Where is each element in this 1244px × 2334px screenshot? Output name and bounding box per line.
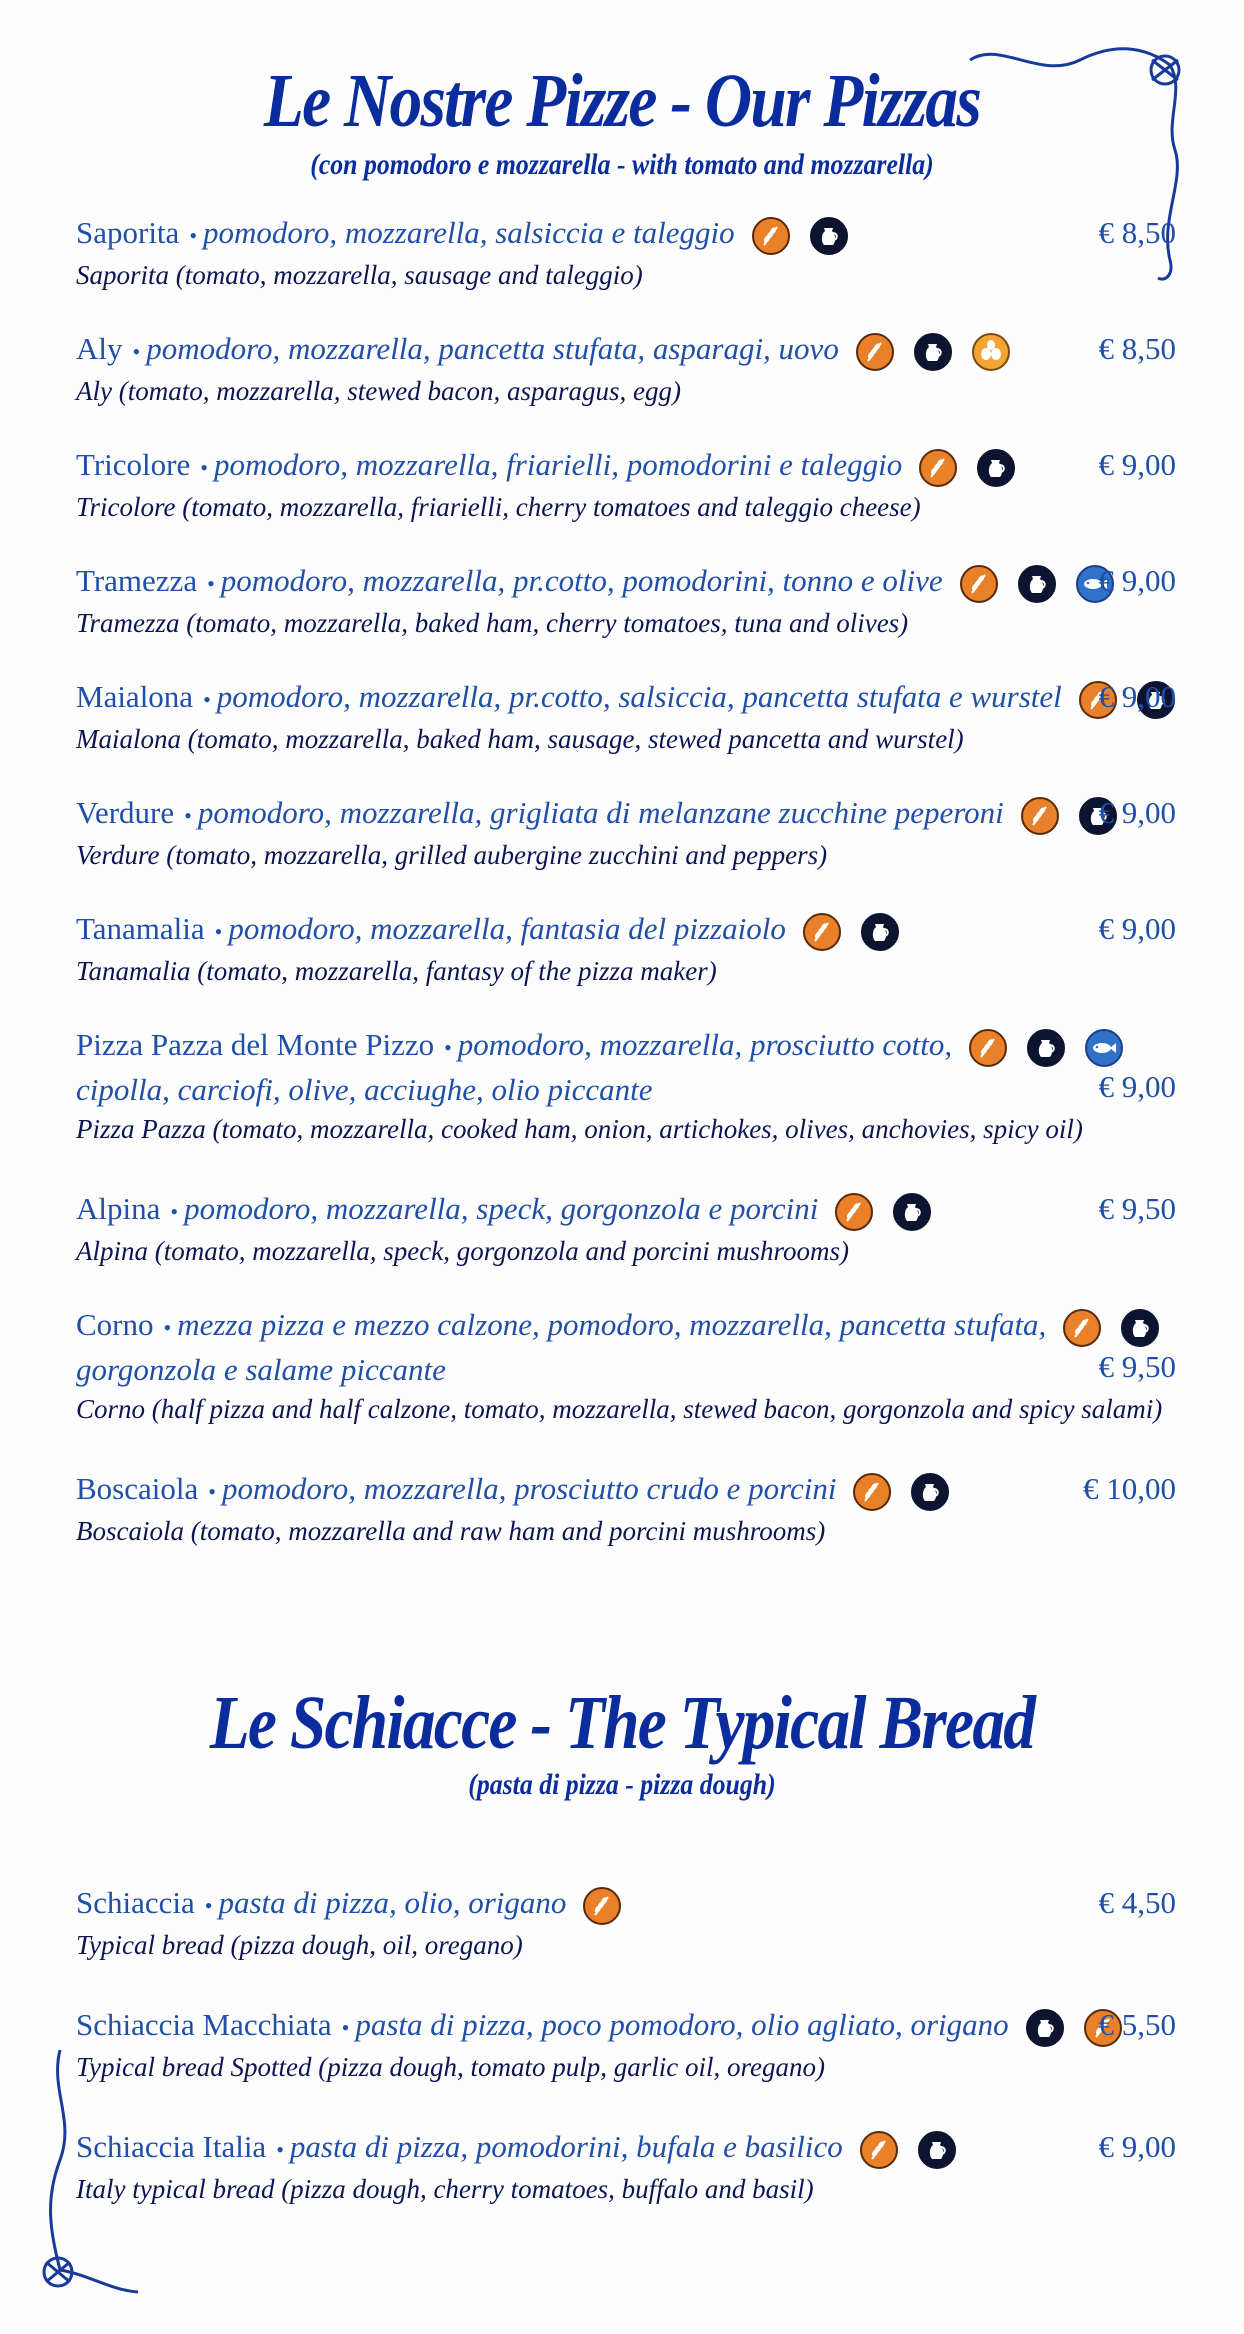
item-italian-line-2 xyxy=(76,1349,1176,1391)
item-italian-description: pomodoro, mozzarella, speck, gorgonzola e porcini xyxy=(184,1191,819,1226)
wheat-icon xyxy=(802,912,842,952)
item-italian-description: pomodoro, mozzarella, grigliata di melanzane zucchine peperoni xyxy=(197,795,1004,830)
item-italian-line xyxy=(76,2004,1176,2049)
bullet-separator: • xyxy=(204,1892,213,1918)
wheat-icon xyxy=(968,1028,1008,1068)
item-italian-description: pomodoro, mozzarella, salsiccia e taleggio xyxy=(203,215,735,250)
item-price: € 9,00 xyxy=(1098,795,1176,830)
item-italian-line xyxy=(76,560,1176,605)
item-italian-line xyxy=(76,2126,1176,2171)
item-italian-description: pomodoro, mozzarella, fantasia del pizzaiolo xyxy=(228,911,786,946)
milk-jug-icon xyxy=(1120,1308,1160,1348)
item-english-description: Typical bread Spotted (pizza dough, tomato pulp, garlic oil, oregano) xyxy=(76,2051,825,2082)
item-price: € 9,50 xyxy=(1098,1349,1176,1384)
item-english-description: Typical bread (pizza dough, oil, oregano) xyxy=(76,1929,523,1960)
pizzas-subtitle: (con pomodoro e mozzarella - with tomato and mozzarella) xyxy=(310,148,934,181)
wheat-icon xyxy=(1062,1308,1102,1348)
allergen-icons xyxy=(852,1472,950,1512)
menu-item xyxy=(76,1188,1176,1269)
milk-jug-icon xyxy=(809,216,849,256)
wheat-icon xyxy=(1020,796,1060,836)
item-english-description: Corno (half pizza and half calzone, tomato, mozzarella, stewed bacon, gorgonzola and spicy salami) xyxy=(76,1393,1163,1424)
item-name: Verdure xyxy=(76,795,175,830)
item-name: Maialona xyxy=(76,679,194,714)
menu-item xyxy=(76,1882,1176,1963)
milk-jug-icon xyxy=(913,332,953,372)
item-english-description: Boscaiola (tomato, mozzarella and raw ham and porcini mushrooms) xyxy=(76,1515,826,1546)
item-italian-line xyxy=(76,908,1176,953)
item-italian-description: pasta di pizza, pomodorini, bufala e basilico xyxy=(289,2129,843,2164)
menu-item xyxy=(76,328,1176,409)
milk-jug-icon xyxy=(1017,564,1057,604)
item-italian-description: pasta di pizza, poco pomodoro, olio agliato, origano xyxy=(355,2007,1009,2042)
item-italian-description: mezza pizza e mezzo calzone, pomodoro, mozzarella, pancetta stufata, xyxy=(177,1307,1047,1342)
item-price: € 9,00 xyxy=(1098,2129,1176,2164)
item-price: € 9,00 xyxy=(1098,563,1176,598)
item-italian-line xyxy=(76,1882,1176,1927)
breads-subtitle: (pasta di pizza - pizza dough) xyxy=(468,1768,776,1801)
item-price: € 9,50 xyxy=(1098,1191,1176,1226)
egg-icon xyxy=(971,332,1011,372)
item-name: Tanamalia xyxy=(76,911,205,946)
item-italian-description-cont: cipolla, carciofi, olive, acciughe, olio piccante xyxy=(76,1071,653,1107)
item-name: Corno xyxy=(76,1307,154,1342)
milk-jug-icon xyxy=(892,1192,932,1232)
item-italian-line xyxy=(76,1024,1176,1069)
item-name: Alpina xyxy=(76,1191,161,1226)
item-italian-line xyxy=(76,444,1176,489)
item-italian-line xyxy=(76,212,1176,257)
item-english-description: Tramezza (tomato, mozzarella, baked ham, cherry tomatoes, tuna and olives) xyxy=(76,607,909,638)
allergen-icons xyxy=(751,216,849,256)
milk-jug-icon xyxy=(976,448,1016,488)
bullet-separator: • xyxy=(276,2136,284,2162)
wheat-icon xyxy=(751,216,791,256)
bullet-separator: • xyxy=(184,802,192,828)
item-italian-description: pomodoro, mozzarella, pancetta stufata, asparagi, uovo xyxy=(146,331,839,366)
item-name: Boscaiola xyxy=(76,1471,199,1506)
bullet-separator: • xyxy=(132,338,141,364)
item-italian-description: pasta di pizza, olio, origano xyxy=(218,1885,567,1920)
wheat-icon xyxy=(582,1886,622,1926)
item-english-description: Verdure (tomato, mozzarella, grilled aubergine zucchini and peppers) xyxy=(76,839,828,870)
item-name: Schiaccia Italia xyxy=(76,2129,267,2164)
allergen-icons xyxy=(918,448,1016,488)
wheat-icon xyxy=(918,448,958,488)
menu-item xyxy=(76,444,1176,525)
item-italian-line xyxy=(76,328,1176,373)
item-price: € 8,50 xyxy=(1098,331,1176,366)
item-italian-description: pomodoro, mozzarella, prosciutto cotto, xyxy=(457,1027,953,1062)
item-english-description: Pizza Pazza (tomato, mozzarella, cooked ham, onion, artichokes, olives, anchovies, spicy oil) xyxy=(76,1113,1083,1144)
item-price: € 10,00 xyxy=(1083,1471,1176,1506)
wheat-icon xyxy=(834,1192,874,1232)
milk-jug-icon xyxy=(917,2130,957,2170)
allergen-icons xyxy=(1062,1308,1160,1348)
menu-item xyxy=(76,792,1176,873)
item-english-description: Maialona (tomato, mozzarella, baked ham, sausage, stewed pancetta and wurstel) xyxy=(76,723,964,754)
item-name: Tramezza xyxy=(76,563,198,598)
milk-jug-icon xyxy=(910,1472,950,1512)
menu-item xyxy=(76,2126,1176,2207)
item-price: € 8,50 xyxy=(1098,215,1176,250)
bullet-separator: • xyxy=(341,2014,350,2040)
item-italian-description: pomodoro, mozzarella, pr.cotto, salsiccia, pancetta stufata e wurstel xyxy=(216,679,1062,714)
item-english-description: Alpina (tomato, mozzarella, speck, gorgonzola and porcini mushrooms) xyxy=(76,1235,849,1266)
item-english-description: Tricolore (tomato, mozzarella, friarielli, cherry tomatoes and taleggio cheese) xyxy=(76,491,921,522)
allergen-icons xyxy=(959,564,1115,604)
allergen-icons xyxy=(582,1886,622,1926)
allergen-icons xyxy=(859,2130,957,2170)
menu-item xyxy=(76,560,1176,641)
item-name: Saporita xyxy=(76,215,180,250)
item-english-description: Tanamalia (tomato, mozzarella, fantasy of the pizza maker) xyxy=(76,955,717,986)
item-italian-line xyxy=(76,1304,1176,1349)
item-price: € 4,50 xyxy=(1098,1885,1176,1920)
item-english-description: Saporita (tomato, mozzarella, sausage and taleggio) xyxy=(76,259,643,290)
item-price: € 9,00 xyxy=(1098,911,1176,946)
menu-item xyxy=(76,908,1176,989)
fish-icon xyxy=(1084,1028,1124,1068)
item-italian-line-2 xyxy=(76,1069,1176,1111)
allergen-icons xyxy=(834,1192,932,1232)
bullet-separator: • xyxy=(208,1478,216,1504)
bullet-separator: • xyxy=(203,686,211,712)
item-italian-line xyxy=(76,676,1176,721)
item-name: Schiaccia xyxy=(76,1885,195,1920)
menu-item xyxy=(76,2004,1176,2085)
menu-item xyxy=(76,1304,1176,1427)
wheat-icon xyxy=(859,2130,899,2170)
bullet-separator: • xyxy=(163,1314,172,1340)
milk-jug-icon xyxy=(1026,1028,1066,1068)
item-price: € 9,00 xyxy=(1098,679,1176,714)
wheat-icon xyxy=(852,1472,892,1512)
menu-item xyxy=(76,676,1176,757)
item-italian-description: pomodoro, mozzarella, pr.cotto, pomodorini, tonno e olive xyxy=(220,563,943,598)
breads-title: Le Schiacce - The Typical Bread xyxy=(209,1681,1035,1765)
item-italian-line xyxy=(76,1468,1176,1513)
item-name: Tricolore xyxy=(76,447,191,482)
milk-jug-icon xyxy=(1025,2008,1065,2048)
item-italian-description: pomodoro, mozzarella, friarielli, pomodorini e taleggio xyxy=(213,447,903,482)
wheat-icon xyxy=(959,564,999,604)
item-name: Aly xyxy=(76,331,123,366)
wheat-icon xyxy=(855,332,895,372)
item-italian-line xyxy=(76,1188,1176,1233)
bullet-separator: • xyxy=(207,570,215,596)
item-price: € 9,00 xyxy=(1098,1069,1176,1104)
item-name: Schiaccia Macchiata xyxy=(76,2007,332,2042)
bullet-separator: • xyxy=(189,222,198,248)
allergen-icons xyxy=(802,912,900,952)
bullet-separator: • xyxy=(170,1198,179,1224)
menu-item xyxy=(76,1468,1176,1549)
pizzas-title: Le Nostre Pizze - Our Pizzas xyxy=(263,59,981,143)
allergen-icons xyxy=(855,332,1011,372)
bullet-separator: • xyxy=(200,454,208,480)
item-italian-description-cont: gorgonzola e salame piccante xyxy=(76,1351,446,1387)
milk-jug-icon xyxy=(860,912,900,952)
item-price: € 9,00 xyxy=(1098,447,1176,482)
item-english-description: Aly (tomato, mozzarella, stewed bacon, asparagus, egg) xyxy=(76,375,681,406)
item-italian-line xyxy=(76,792,1176,837)
bullet-separator: • xyxy=(444,1034,452,1060)
menu-item xyxy=(76,212,1176,293)
item-english-description: Italy typical bread (pizza dough, cherry tomatoes, buffalo and basil) xyxy=(76,2173,814,2204)
menu-item xyxy=(76,1024,1176,1147)
allergen-icons xyxy=(968,1028,1124,1068)
item-italian-description: pomodoro, mozzarella, prosciutto crudo e porcini xyxy=(221,1471,837,1506)
item-name: Pizza Pazza del Monte Pizzo xyxy=(76,1027,435,1062)
bullet-separator: • xyxy=(214,918,223,944)
item-price: € 5,50 xyxy=(1098,2007,1176,2042)
